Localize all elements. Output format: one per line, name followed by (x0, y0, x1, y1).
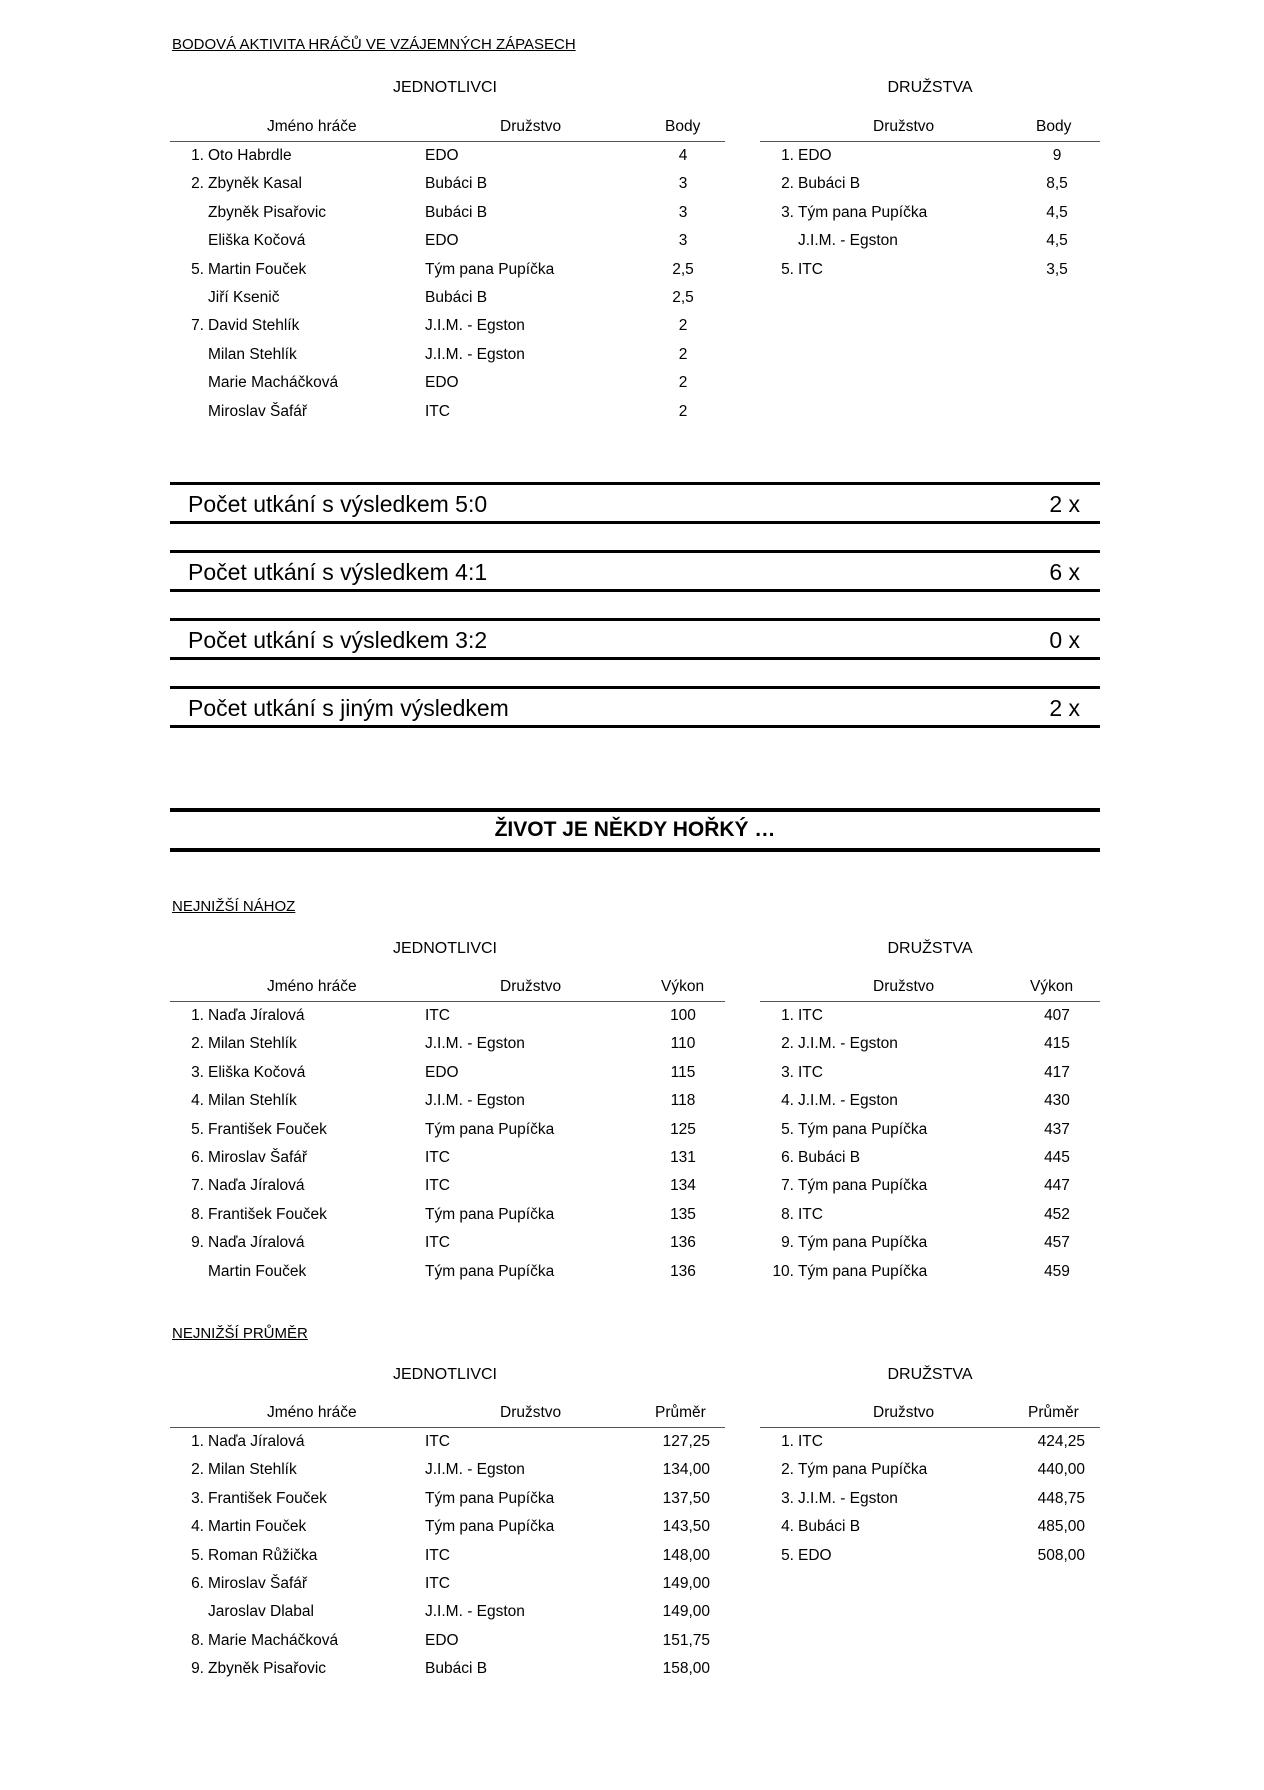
table-row (170, 142, 725, 170)
player-name: Naďa Jíralová (208, 1433, 305, 1450)
value: 115 (670, 1063, 696, 1081)
table-row (760, 1087, 1100, 1115)
table-row (170, 1513, 725, 1541)
rank: 3. (191, 1489, 204, 1507)
value: 4,5 (1046, 232, 1068, 250)
player-name: Oto Habrdle (208, 147, 292, 164)
individuals-title: JEDNOTLIVCI (392, 940, 497, 957)
table-row (170, 1087, 725, 1115)
rank: 5. (781, 1120, 794, 1138)
rank: 2. (781, 175, 794, 193)
rank: 6. (191, 1574, 204, 1592)
table-row (760, 1201, 1100, 1229)
team-name: ITC (425, 1574, 450, 1592)
header-points: Body (1036, 118, 1072, 135)
value: 148,00 (662, 1546, 710, 1564)
table-row (170, 1598, 725, 1626)
rank: 9. (781, 1234, 794, 1252)
table-row (170, 227, 725, 255)
rank: 10. (772, 1262, 794, 1280)
header-player-name: Jméno hráče (267, 118, 357, 135)
player-name: Zbyněk Pisařovic (208, 1660, 327, 1678)
header-average: Průměr (1028, 1404, 1079, 1421)
player-name: Eliška Kočová (208, 232, 306, 250)
section-title-lowest-average: NEJNIŽŠÍ PRŮMĚR (172, 1325, 308, 1342)
table-row (760, 1485, 1100, 1513)
player-name: František Fouček (208, 1120, 327, 1138)
table-row (170, 1172, 725, 1200)
value: 2 (678, 374, 688, 392)
value: 110 (670, 1035, 696, 1053)
team-name: J.I.M. - Egston (798, 1092, 898, 1110)
team-name: J.I.M. - Egston (425, 1461, 525, 1479)
section-title-point-activity: BODOVÁ AKTIVITA HRÁČŮ VE VZÁJEMNÝCH ZÁPASECH (172, 36, 576, 53)
team-name: EDO (425, 374, 459, 392)
teams-title: DRUŽSTVA (887, 79, 973, 96)
value: 137,50 (662, 1489, 710, 1507)
team-name: Bubáci B (798, 175, 861, 193)
rank: 2. (191, 1035, 204, 1053)
table-row (170, 1030, 725, 1058)
stat-row-5-0 (170, 482, 1100, 524)
team-name: Tým pana Pupíčka (425, 1518, 555, 1536)
table-row (170, 1655, 725, 1683)
team-name: Tým pana Pupíčka (425, 1120, 555, 1138)
table-row (170, 1059, 725, 1087)
team-name: Tým pana Pupíčka (798, 203, 928, 221)
value: 136 (670, 1234, 696, 1252)
value: 135 (670, 1205, 696, 1223)
team-name: EDO (425, 1631, 459, 1649)
team-name: EDO (425, 232, 459, 250)
header-team: Družstvo (500, 1404, 562, 1421)
value: 3 (678, 203, 688, 221)
section-title-lowest-throw: NEJNIŽŠÍ NÁHOZ (172, 898, 296, 915)
rank: 5. (191, 1546, 204, 1564)
value: 508,00 (1037, 1546, 1085, 1564)
team-name: J.I.M. - Egston (798, 1489, 898, 1507)
team-name: EDO (798, 1546, 832, 1564)
player-name: Milan Stehlík (208, 1035, 297, 1053)
rank: 1. (781, 1433, 794, 1450)
player-name: Milan Stehlík (208, 1461, 297, 1479)
value: 127,25 (662, 1433, 710, 1450)
rank: 6. (191, 1148, 204, 1166)
team-name: ITC (425, 1433, 450, 1450)
player-name: Martin Fouček (208, 260, 307, 278)
value: 457 (1044, 1234, 1070, 1252)
header-performance: Výkon (1030, 978, 1074, 995)
table-row (170, 1116, 725, 1144)
team-name: EDO (798, 147, 832, 164)
teams-title: DRUŽSTVA (887, 940, 973, 957)
table-row (760, 1542, 1100, 1570)
player-name: František Fouček (208, 1205, 327, 1223)
team-name: J.I.M. - Egston (425, 1035, 525, 1053)
table-row (170, 1570, 725, 1598)
team-name: EDO (425, 147, 459, 164)
table-row (760, 170, 1100, 198)
value: 459 (1044, 1262, 1070, 1280)
teams-points-table (760, 115, 1100, 284)
team-name: J.I.M. - Egston (425, 1092, 525, 1110)
team-name: Bubáci B (798, 1518, 861, 1536)
rank: 3. (781, 1489, 794, 1507)
player-name: Marie Macháčková (208, 374, 339, 392)
table-row (760, 199, 1100, 227)
team-name: Tým pana Pupíčka (425, 1205, 555, 1223)
player-name: Miroslav Šafář (208, 402, 308, 420)
stat-value: 0 x (1049, 627, 1080, 653)
value: 448,75 (1037, 1489, 1085, 1507)
value: 452 (1044, 1205, 1070, 1223)
rank: 4. (191, 1518, 204, 1536)
header-team: Družstvo (873, 118, 935, 135)
rank: 1. (781, 1007, 794, 1024)
value: 2,5 (672, 260, 694, 278)
team-name: ITC (425, 1234, 450, 1252)
rank: 2. (781, 1461, 794, 1479)
player-name: Roman Růžička (208, 1546, 318, 1564)
rank: 9. (191, 1660, 204, 1678)
individuals-title: JEDNOTLIVCI (392, 79, 497, 96)
rank: 4. (781, 1518, 794, 1536)
stat-label: Počet utkání s výsledkem 5:0 (188, 491, 488, 517)
rank: 4. (191, 1092, 204, 1110)
individuals-lowest-average-table (170, 1401, 725, 1684)
player-name: Miroslav Šafář (208, 1574, 308, 1592)
team-name: J.I.M. - Egston (425, 317, 525, 335)
teams-title: DRUŽSTVA (887, 1366, 973, 1383)
team-name: J.I.M. - Egston (425, 345, 525, 363)
table-row (760, 1428, 1100, 1456)
team-name: Bubáci B (798, 1148, 861, 1166)
player-name: Naďa Jíralová (208, 1177, 305, 1195)
rank: 8. (191, 1631, 204, 1649)
team-name: ITC (798, 260, 823, 278)
rank: 2. (191, 175, 204, 193)
value: 2 (678, 345, 688, 363)
table-row (170, 341, 725, 369)
stat-value: 2 x (1049, 491, 1080, 517)
team-name: EDO (425, 1063, 459, 1081)
player-name: Milan Stehlík (208, 1092, 297, 1110)
rank: 5. (781, 260, 794, 278)
player-name: Martin Fouček (208, 1262, 307, 1280)
team-name: ITC (798, 1007, 823, 1024)
table-row (170, 312, 725, 340)
header-player-name: Jméno hráče (267, 1404, 357, 1421)
rank: 1. (191, 1433, 204, 1450)
team-name: Tým pana Pupíčka (425, 1262, 555, 1280)
value: 2 (678, 317, 688, 335)
team-name: Tým pana Pupíčka (798, 1262, 928, 1280)
rank: 1. (191, 1007, 204, 1024)
rank: 7. (781, 1177, 794, 1195)
teams-lowest-throw-table (760, 975, 1100, 1286)
team-name: Tým pana Pupíčka (798, 1234, 928, 1252)
team-name: Tým pana Pupíčka (798, 1177, 928, 1195)
table-row (760, 1229, 1100, 1257)
rank: 1. (191, 147, 204, 164)
table-header (760, 975, 1100, 1002)
header-average: Průměr (655, 1404, 706, 1421)
stat-value: 2 x (1049, 695, 1080, 721)
value: 134,00 (662, 1461, 710, 1479)
table-row (170, 398, 725, 426)
player-name: Jaroslav Dlabal (208, 1603, 314, 1621)
value: 437 (1044, 1120, 1070, 1138)
table-row (760, 1258, 1100, 1286)
table-row (760, 1059, 1100, 1087)
value: 134 (670, 1177, 696, 1195)
player-name: Jiří Ksenič (208, 288, 280, 306)
stat-value: 6 x (1049, 559, 1080, 585)
player-name: Milan Stehlík (208, 345, 297, 363)
table-row (170, 1428, 725, 1456)
value: 2,5 (672, 288, 694, 306)
rank: 8. (781, 1205, 794, 1223)
header-team: Družstvo (873, 978, 935, 995)
value: 8,5 (1046, 175, 1068, 193)
team-name: Bubáci B (425, 288, 488, 306)
team-name: Bubáci B (425, 1660, 488, 1678)
header-team: Družstvo (873, 1404, 935, 1421)
table-row (170, 1456, 725, 1484)
team-name: J.I.M. - Egston (798, 232, 898, 250)
team-name: ITC (425, 1546, 450, 1564)
value: 149,00 (662, 1574, 710, 1592)
value: 4,5 (1046, 203, 1068, 221)
value: 158,00 (662, 1660, 710, 1678)
rank: 9. (191, 1234, 204, 1252)
player-name: David Stehlík (208, 317, 300, 335)
table-row (760, 142, 1100, 170)
table-row (170, 170, 725, 198)
value: 447 (1044, 1177, 1070, 1195)
value: 151,75 (662, 1631, 710, 1649)
rank: 7. (191, 317, 204, 335)
table-header (760, 115, 1100, 142)
value: 485,00 (1037, 1518, 1085, 1536)
table-header (170, 115, 725, 142)
value: 417 (1044, 1063, 1070, 1081)
table-row (760, 1144, 1100, 1172)
table-row (170, 1258, 725, 1286)
stat-label: Počet utkání s výsledkem 4:1 (188, 559, 488, 585)
value: 118 (670, 1092, 696, 1110)
rank: 4. (781, 1092, 794, 1110)
player-name: Zbyněk Kasal (208, 175, 302, 193)
team-name: ITC (425, 402, 450, 420)
team-name: ITC (425, 1007, 450, 1024)
player-name: Eliška Kočová (208, 1063, 306, 1081)
table-row (170, 1485, 725, 1513)
value: 424,25 (1037, 1433, 1085, 1450)
table-row (760, 1002, 1100, 1030)
value: 3 (678, 175, 688, 193)
table-header (170, 1401, 725, 1428)
value: 430 (1044, 1092, 1070, 1110)
value: 407 (1044, 1007, 1070, 1024)
team-name: Tým pana Pupíčka (425, 1489, 555, 1507)
table-row (170, 256, 725, 284)
team-name: ITC (798, 1063, 823, 1081)
team-name: ITC (425, 1177, 450, 1195)
player-name: Naďa Jíralová (208, 1234, 305, 1252)
teams-lowest-average-table (760, 1401, 1100, 1570)
table-row (760, 256, 1100, 284)
table-row (760, 1116, 1100, 1144)
team-name: ITC (425, 1148, 450, 1166)
header-player-name: Jméno hráče (267, 978, 357, 995)
banner-heading: ŽIVOT JE NĚKDY HOŘKÝ … (170, 808, 1100, 852)
table-row (170, 1542, 725, 1570)
table-row (170, 1201, 725, 1229)
value: 131 (670, 1148, 696, 1166)
table-row (170, 1627, 725, 1655)
value: 100 (670, 1007, 696, 1024)
rank: 5. (191, 260, 204, 278)
header-team: Družstvo (500, 118, 562, 135)
value: 136 (670, 1262, 696, 1280)
rank: 7. (191, 1177, 204, 1195)
rank: 3. (781, 1063, 794, 1081)
rank: 5. (191, 1120, 204, 1138)
stat-label: Počet utkání s výsledkem 3:2 (188, 627, 488, 653)
team-name: ITC (798, 1433, 823, 1450)
team-name: Bubáci B (425, 175, 488, 193)
table-header (170, 975, 725, 1002)
value: 2 (678, 402, 688, 420)
rank: 3. (781, 203, 794, 221)
team-name: Tým pana Pupíčka (798, 1461, 928, 1479)
value: 3 (678, 232, 688, 250)
player-name: František Fouček (208, 1489, 327, 1507)
table-row (760, 1172, 1100, 1200)
value: 3,5 (1046, 260, 1068, 278)
player-name: Martin Fouček (208, 1518, 307, 1536)
individuals-lowest-throw-table (170, 975, 725, 1286)
team-name: Tým pana Pupíčka (425, 260, 555, 278)
team-name: J.I.M. - Egston (798, 1035, 898, 1053)
rank: 2. (191, 1461, 204, 1479)
header-team: Družstvo (500, 978, 562, 995)
rank: 2. (781, 1035, 794, 1053)
stat-row-4-1 (170, 550, 1100, 592)
value: 143,50 (662, 1518, 710, 1536)
table-row (170, 1229, 725, 1257)
player-name: Marie Macháčková (208, 1631, 339, 1649)
value: 125 (670, 1120, 696, 1138)
team-name: J.I.M. - Egston (425, 1603, 525, 1621)
header-performance: Výkon (661, 978, 705, 995)
table-row (170, 1144, 725, 1172)
rank: 3. (191, 1063, 204, 1081)
value: 9 (1052, 147, 1062, 164)
table-row (760, 227, 1100, 255)
player-name: Miroslav Šafář (208, 1148, 308, 1166)
stat-row-3-2 (170, 618, 1100, 660)
individuals-title: JEDNOTLIVCI (392, 1366, 497, 1383)
table-row (170, 1002, 725, 1030)
player-name: Zbyněk Pisařovic (208, 203, 327, 221)
value: 415 (1044, 1035, 1070, 1053)
team-name: ITC (798, 1205, 823, 1223)
header-points: Body (665, 118, 701, 135)
table-row (170, 199, 725, 227)
player-name: Naďa Jíralová (208, 1007, 305, 1024)
team-name: Tým pana Pupíčka (798, 1120, 928, 1138)
table-row (760, 1513, 1100, 1541)
rank: 6. (781, 1148, 794, 1166)
team-name: Bubáci B (425, 203, 488, 221)
table-row (170, 369, 725, 397)
value: 4 (678, 147, 688, 164)
table-row (170, 284, 725, 312)
rank: 1. (781, 147, 794, 164)
individuals-points-table (170, 115, 725, 426)
rank: 5. (781, 1546, 794, 1564)
stat-row-other (170, 686, 1100, 728)
rank: 8. (191, 1205, 204, 1223)
value: 149,00 (662, 1603, 710, 1621)
stat-label: Počet utkání s jiným výsledkem (188, 695, 509, 721)
value: 445 (1044, 1148, 1070, 1166)
table-row (760, 1456, 1100, 1484)
value: 440,00 (1037, 1461, 1085, 1479)
table-row (760, 1030, 1100, 1058)
table-header (760, 1401, 1100, 1428)
